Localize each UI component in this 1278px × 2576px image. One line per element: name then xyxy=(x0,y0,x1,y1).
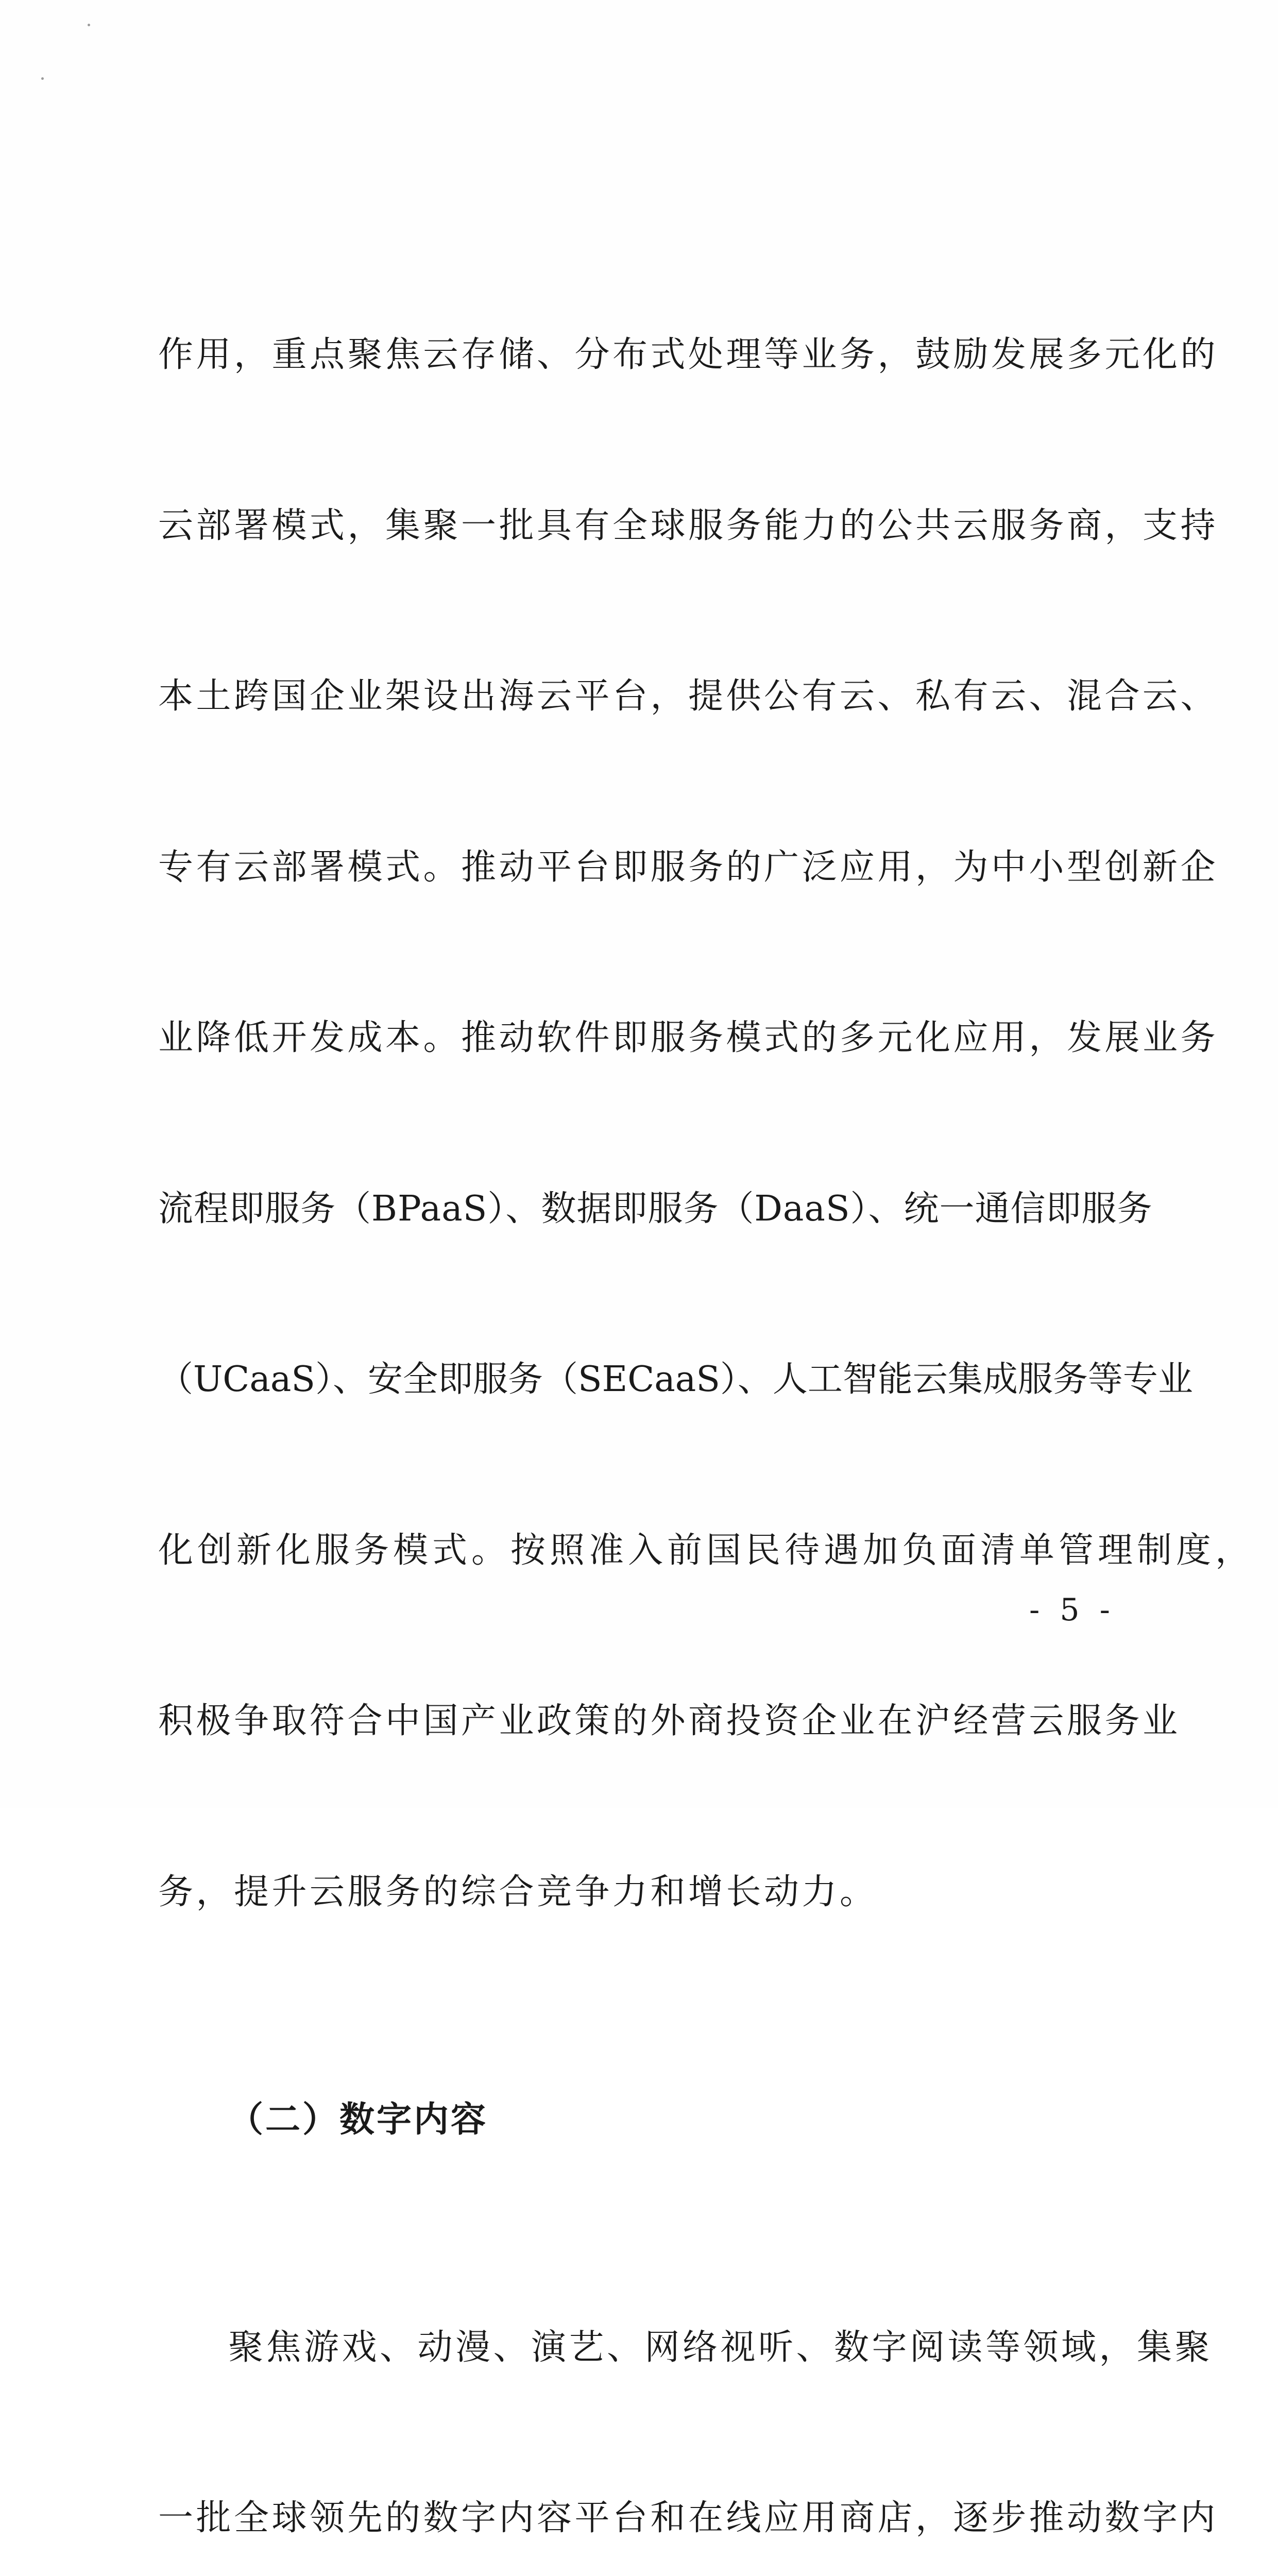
paragraph-line: （UCaaS）、安全即服务（SECaaS）、人工智能云集成服务等专业 xyxy=(158,1359,1193,1400)
paragraph-line: 云部署模式，集聚一批具有全球服务能力的公共云服务商，支持 xyxy=(158,505,1219,546)
paragraph-line: 务，提升云服务的综合竞争力和增长动力。 xyxy=(158,1871,878,1912)
paragraph-line: 专有云部署模式。推动平台即服务的广泛应用，为中小型创新企 xyxy=(158,846,1219,888)
paragraph-line: 化创新化服务模式。按照准入前国民待遇加负面清单管理制度， xyxy=(158,1530,1255,1571)
paragraph-line: 一批全球领先的数字内容平台和在线应用商店，逐步推动数字内 xyxy=(158,2498,1219,2538)
paragraph-line: 本土跨国企业架设出海云平台，提供公有云、私有云、混合云、 xyxy=(158,676,1219,717)
paragraph-line: 积极争取符合中国产业政策的外商投资企业在沪经营云服务业 xyxy=(158,1701,1181,1741)
paragraph-line: 作用，重点聚焦云存储、分布式处理等业务，鼓励发展多元化的 xyxy=(158,334,1219,375)
scan-speck xyxy=(88,24,90,26)
paragraph-line: 业降低开发成本。推动软件即服务模式的多元化应用，发展业务 xyxy=(158,1018,1219,1058)
paragraph-line: 流程即服务（BPaaS）、数据即服务（DaaS）、统一通信即服务 xyxy=(158,1188,1153,1229)
body-text xyxy=(158,213,1255,2576)
section-heading: （二）数字内容 xyxy=(228,2099,488,2140)
page-number: - 5 - xyxy=(1029,1592,1115,1628)
paragraph-line: 聚焦游戏、动漫、演艺、网络视听、数字阅读等领域，集聚 xyxy=(228,2327,1213,2368)
scan-speck xyxy=(41,77,44,80)
